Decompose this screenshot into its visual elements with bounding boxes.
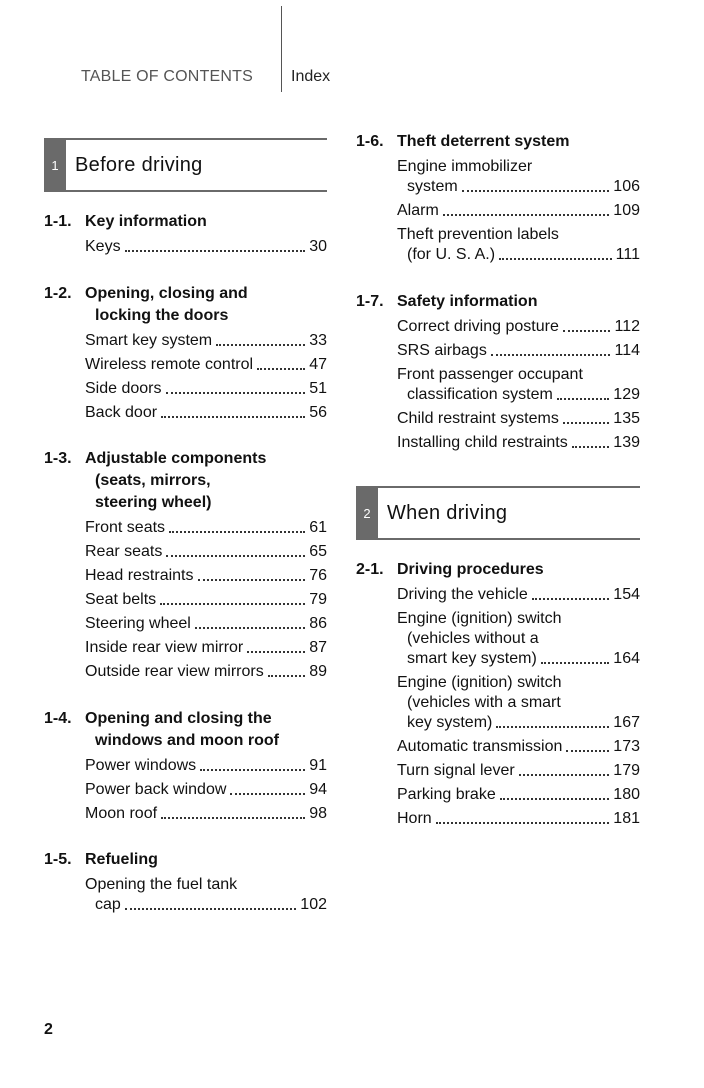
page-number: 2 bbox=[44, 1021, 53, 1038]
section-heading[interactable]: 1-1. Key information bbox=[44, 213, 207, 230]
section-heading[interactable]: 1-6. Theft deterrent system bbox=[356, 133, 570, 150]
toc-entry[interactable]: Engine immobilizer system 106 bbox=[397, 158, 640, 195]
index-link[interactable]: Index bbox=[291, 68, 331, 85]
toc-label: TABLE OF CONTENTS bbox=[81, 68, 254, 85]
section-1-7 bbox=[356, 291, 640, 453]
chapter-title: Before driving bbox=[75, 153, 203, 176]
section-1-1 bbox=[44, 211, 327, 257]
section-1-5 bbox=[44, 849, 327, 915]
toc-entry[interactable]: Alarm 109 bbox=[397, 202, 640, 219]
toc-entry[interactable]: Horn 181 bbox=[397, 810, 640, 827]
section-heading[interactable]: 1-3. Adjustable components (seats, mirrors, steering wheel) bbox=[44, 450, 267, 511]
chapter-title: When driving bbox=[387, 501, 508, 524]
section-1-4 bbox=[44, 708, 327, 824]
section-1-3 bbox=[44, 448, 327, 682]
toc-entry[interactable]: Front seats 61 bbox=[85, 519, 327, 536]
toc-entry[interactable]: Head restraints 76 bbox=[85, 567, 327, 584]
section-heading[interactable]: 1-5. Refueling bbox=[44, 851, 158, 868]
toc-entry[interactable]: Steering wheel 86 bbox=[85, 615, 327, 632]
toc-entry[interactable]: Turn signal lever 179 bbox=[397, 762, 640, 779]
section-heading[interactable]: 1-2. Opening, closing and locking the doors bbox=[44, 285, 248, 324]
section-heading[interactable]: 1-7. Safety information bbox=[356, 293, 538, 310]
section-1-2 bbox=[44, 283, 327, 423]
section-1-6 bbox=[356, 131, 640, 265]
chapter-1-band[interactable] bbox=[44, 138, 327, 192]
toc-entry[interactable]: Opening the fuel tank cap 102 bbox=[85, 876, 327, 913]
section-heading[interactable]: 2-1. Driving procedures bbox=[356, 561, 544, 578]
toc-entry[interactable]: Keys 30 bbox=[85, 238, 327, 255]
toc-entry[interactable]: SRS airbags 114 bbox=[397, 342, 640, 359]
toc-entry[interactable]: Back door 56 bbox=[85, 404, 327, 421]
chapter-2-band[interactable] bbox=[356, 486, 640, 540]
toc-entry[interactable]: Automatic transmission 173 bbox=[397, 738, 640, 755]
toc-entry[interactable]: Front passenger occupant classification system 129 bbox=[397, 366, 640, 403]
header-divider bbox=[281, 6, 282, 92]
toc-entry[interactable]: Smart key system 33 bbox=[85, 332, 327, 349]
toc-entry[interactable]: Correct driving posture 112 bbox=[397, 318, 640, 335]
toc-entry[interactable]: Child restraint systems 135 bbox=[397, 410, 640, 427]
chapter-number: 1 bbox=[44, 140, 66, 190]
chapter-number: 2 bbox=[356, 488, 378, 538]
toc-entry[interactable]: Side doors 51 bbox=[85, 380, 327, 397]
toc-entry[interactable]: Power back window 94 bbox=[85, 781, 327, 798]
toc-entry[interactable]: Rear seats 65 bbox=[85, 543, 327, 560]
section-heading[interactable]: 1-4. Opening and closing the windows and moon roof bbox=[44, 710, 279, 749]
toc-entry[interactable]: Engine (ignition) switch (vehicles with a smart key system) 167 bbox=[397, 674, 640, 731]
toc-entry[interactable]: Wireless remote control 47 bbox=[85, 356, 327, 373]
toc-entry[interactable]: Seat belts 79 bbox=[85, 591, 327, 608]
toc-entry[interactable]: Moon roof 98 bbox=[85, 805, 327, 822]
toc-entry[interactable]: Power windows 91 bbox=[85, 757, 327, 774]
section-2-1 bbox=[356, 559, 640, 829]
toc-entry[interactable]: Outside rear view mirrors 89 bbox=[85, 663, 327, 680]
toc-entry[interactable]: Driving the vehicle 154 bbox=[397, 586, 640, 603]
toc-entry[interactable]: Engine (ignition) switch (vehicles without a smart key system) 164 bbox=[397, 610, 640, 667]
toc-entry[interactable]: Parking brake 180 bbox=[397, 786, 640, 803]
toc-entry[interactable]: Inside rear view mirror 87 bbox=[85, 639, 327, 656]
toc-entry[interactable]: Installing child restraints 139 bbox=[397, 434, 640, 451]
toc-entry[interactable]: Theft prevention labels (for U. S. A.) 111 bbox=[397, 226, 640, 263]
